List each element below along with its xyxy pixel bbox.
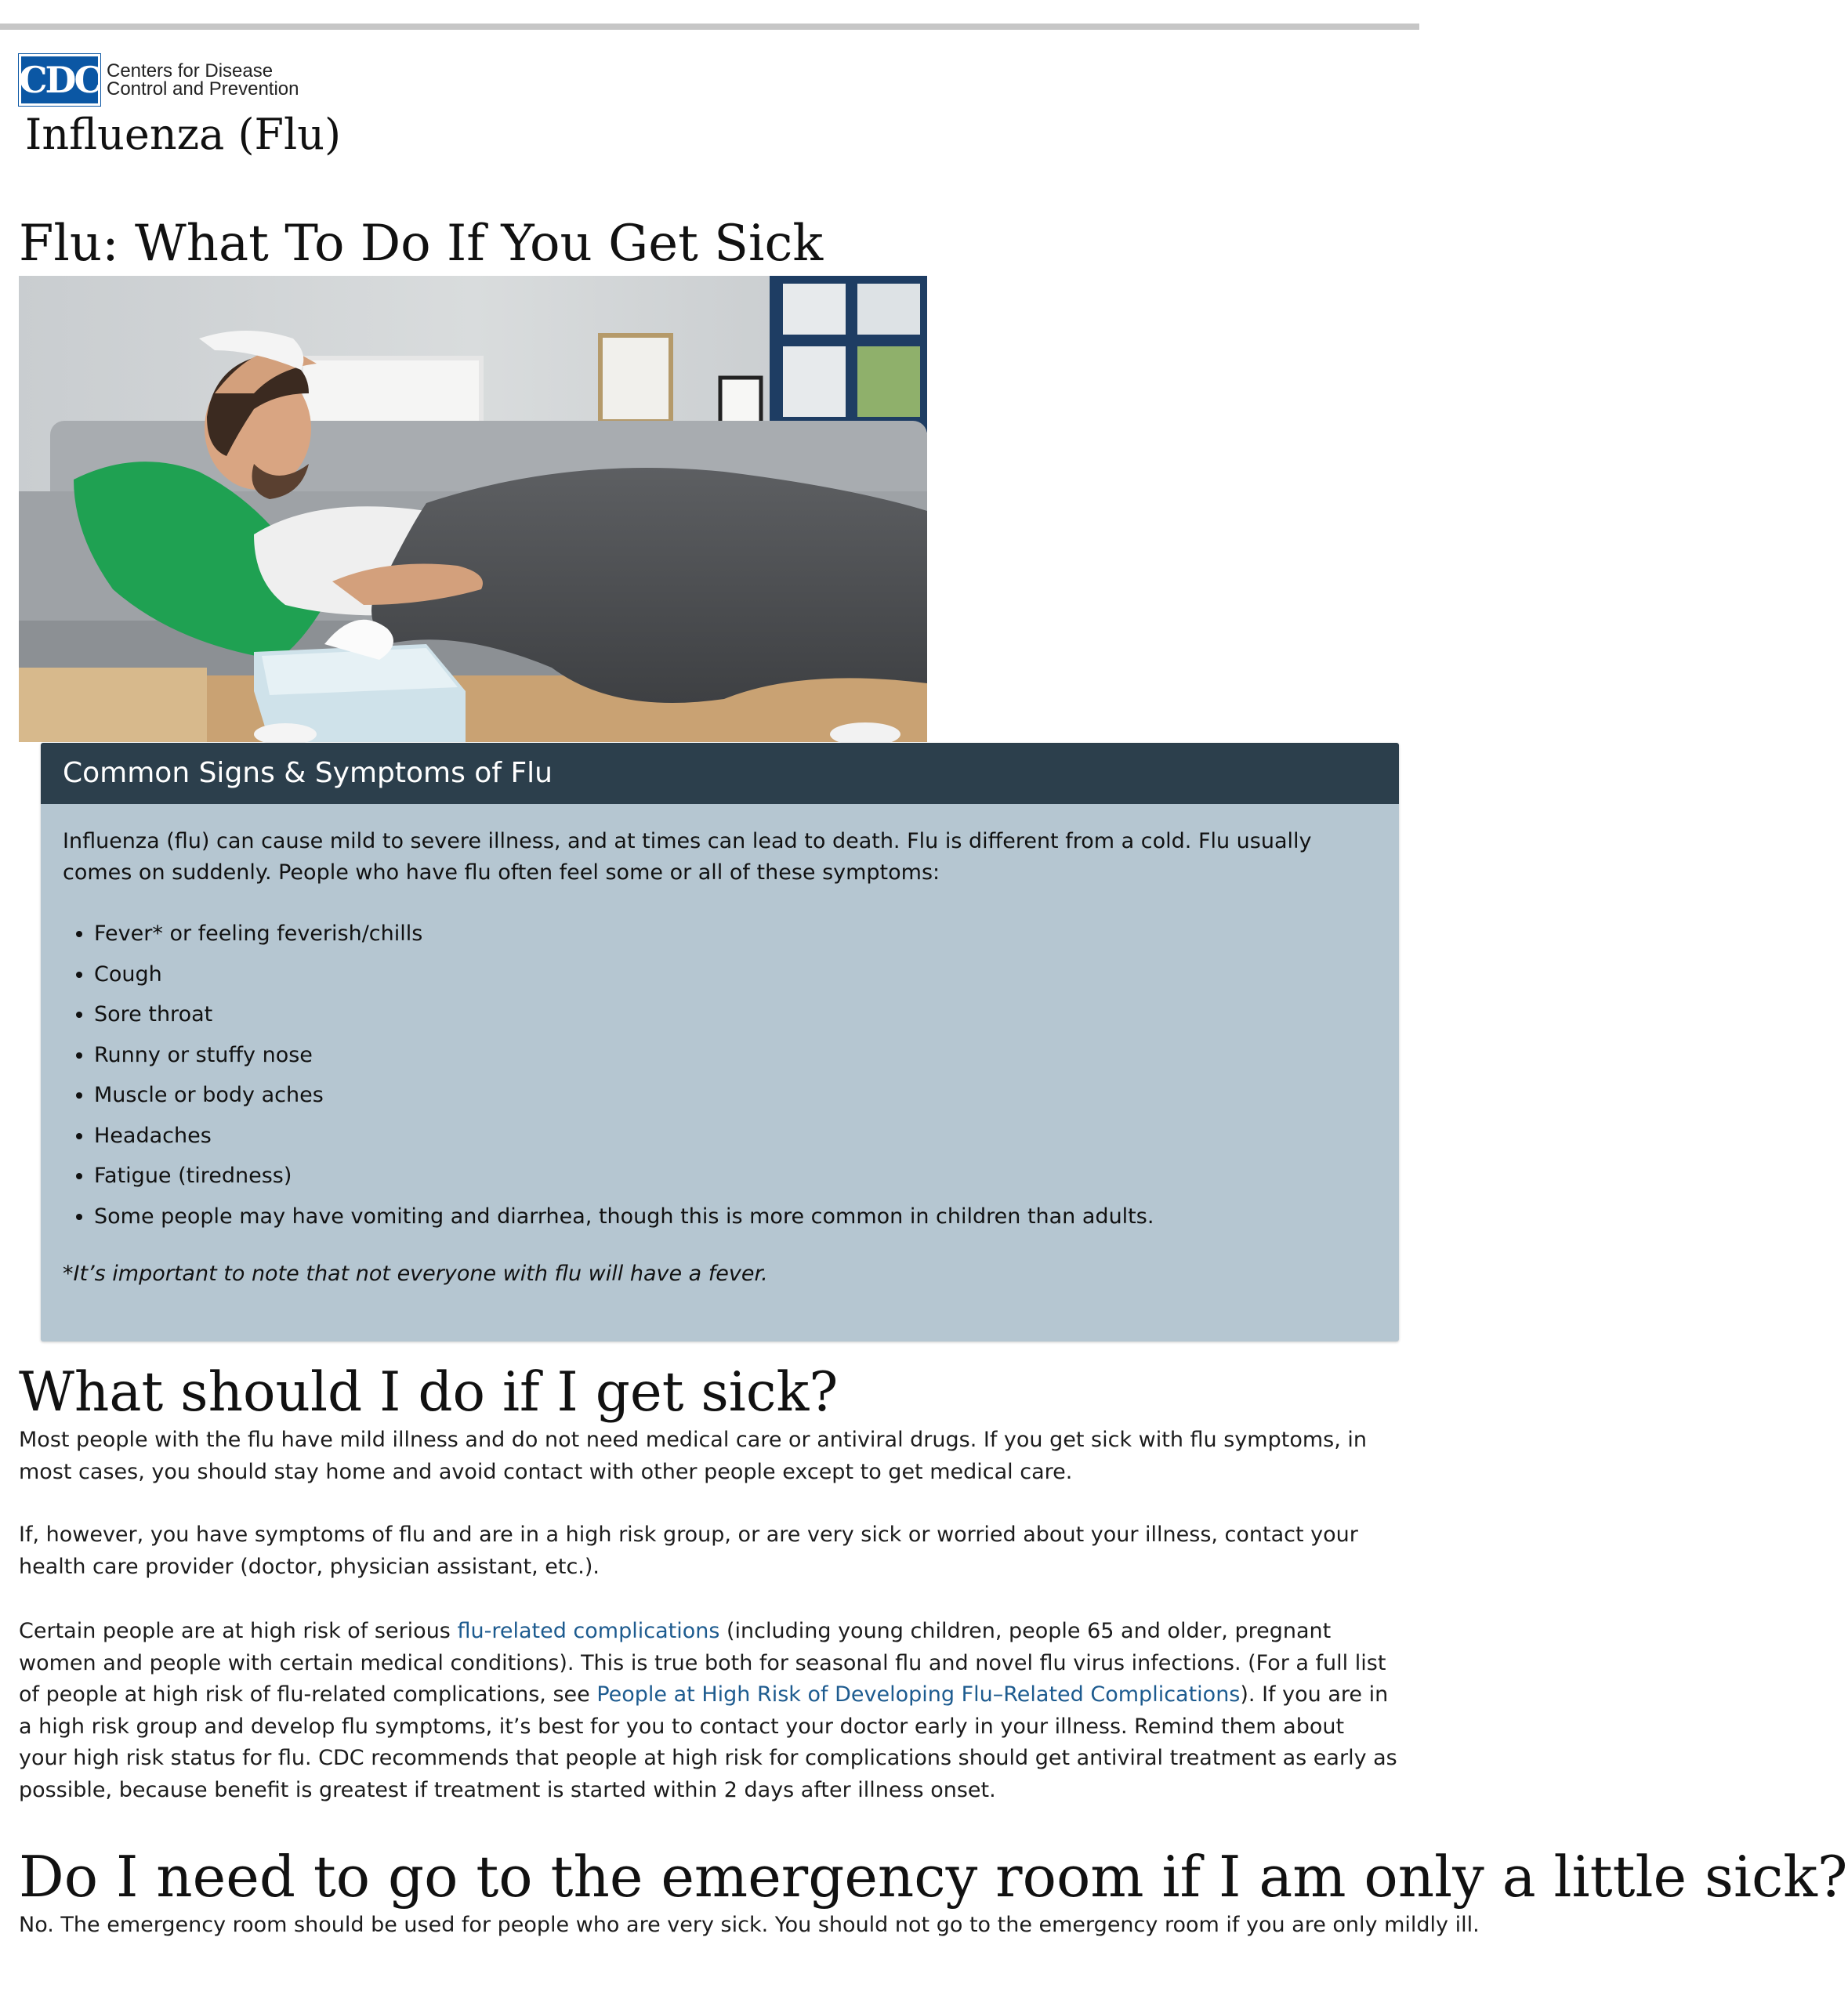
- symptoms-list: [63, 914, 1377, 1237]
- high-risk-people-link[interactable]: People at High Risk of Developing Flu–Related Complications: [596, 1682, 1241, 1707]
- symptom-item: • Fever* or feeling feverish/chills: [94, 914, 1377, 954]
- symptom-item: • Cough: [94, 954, 1377, 995]
- callout-intro: Influenza (flu) can cause mild to severe illness, and at times can lead to death. Flu is different from a cold. Flu usually comes on suddenly. People who have flu often feel some or all of these symptoms:: [63, 829, 1312, 885]
- callout-heading: Common Signs & Symptoms of Flu: [41, 743, 1399, 804]
- cdc-logo[interactable]: [19, 54, 299, 106]
- symptom-item: • Some people may have vomiting and diarrhea, though this is more common in children than adults.: [94, 1197, 1377, 1237]
- symptom-item: • Sore throat: [94, 994, 1377, 1035]
- flu-complications-link[interactable]: flu-related complications: [457, 1619, 720, 1643]
- er-paragraph: No. The emergency room should be used for people who are very sick. You should not go to the emergency room if you are only mildly ill.: [19, 1913, 1480, 1937]
- symptom-item: • Fatigue (tiredness): [94, 1156, 1377, 1197]
- hero-image: [19, 276, 927, 742]
- sick-paragraph-2: If, however, you have symptoms of flu and are in a high risk group, or are very sick or worried about your illness, contact your health care provider (doctor, physician assistant, etc.).: [19, 1523, 1358, 1579]
- logo-line-2: Control and Prevention: [107, 78, 299, 100]
- sick-paragraph-1: Most people with the flu have mild illness and do not need medical care or antiviral drugs. If you get sick with flu symptoms, in most cases, you should stay home and avoid contact with other people except to get medical care.: [19, 1428, 1367, 1484]
- symptom-item: • Runny or stuffy nose: [94, 1035, 1377, 1076]
- symptoms-callout: [41, 743, 1399, 1342]
- top-divider: [0, 24, 1419, 30]
- p3-text-c: ). If you are in a high risk group and develop flu symptoms, it’s best for you to contact your doctor early in your illness. Remind them about your high risk status for flu. CDC recommends that people at high risk for complications should get antiviral treatment as early as possible, because benefit is greatest if treatment is started within 2 days after illness onset.: [19, 1682, 1397, 1802]
- sick-section-heading: What should I do if I get sick?: [19, 1361, 839, 1424]
- fever-note: *It’s important to note that not everyone with flu will have a fever.: [63, 1262, 768, 1286]
- cdc-logo-mark: CDC: [19, 54, 100, 106]
- p3-text-b: (including young children, people 65 and older, pregnant women and people with certain medical conditions). This is true both for seasonal flu and novel flu virus infections. (For a full list of people at high risk of flu-related complications, see: [19, 1619, 1386, 1707]
- callout-body: [41, 804, 1399, 1290]
- sick-man-on-couch-photo-icon: [19, 276, 927, 742]
- logo-line-1: Centers for Disease: [107, 60, 274, 81]
- er-section-heading: Do I need to go to the emergency room if I am only a little sick?: [19, 1844, 1848, 1910]
- cdc-logo-text: [107, 62, 299, 98]
- p3-text-a: Certain people are at high risk of serious: [19, 1619, 458, 1643]
- sick-paragraph-3: [19, 1616, 1398, 1806]
- symptom-item: • Headaches: [94, 1116, 1377, 1157]
- er-section-heading-wrap: [19, 1844, 1848, 1910]
- site-title[interactable]: Influenza (Flu): [25, 110, 342, 159]
- page-title: Flu: What To Do If You Get Sick: [19, 215, 824, 273]
- symptom-item: • Muscle or body aches: [94, 1075, 1377, 1116]
- sick-section-heading-wrap: [19, 1361, 1398, 1424]
